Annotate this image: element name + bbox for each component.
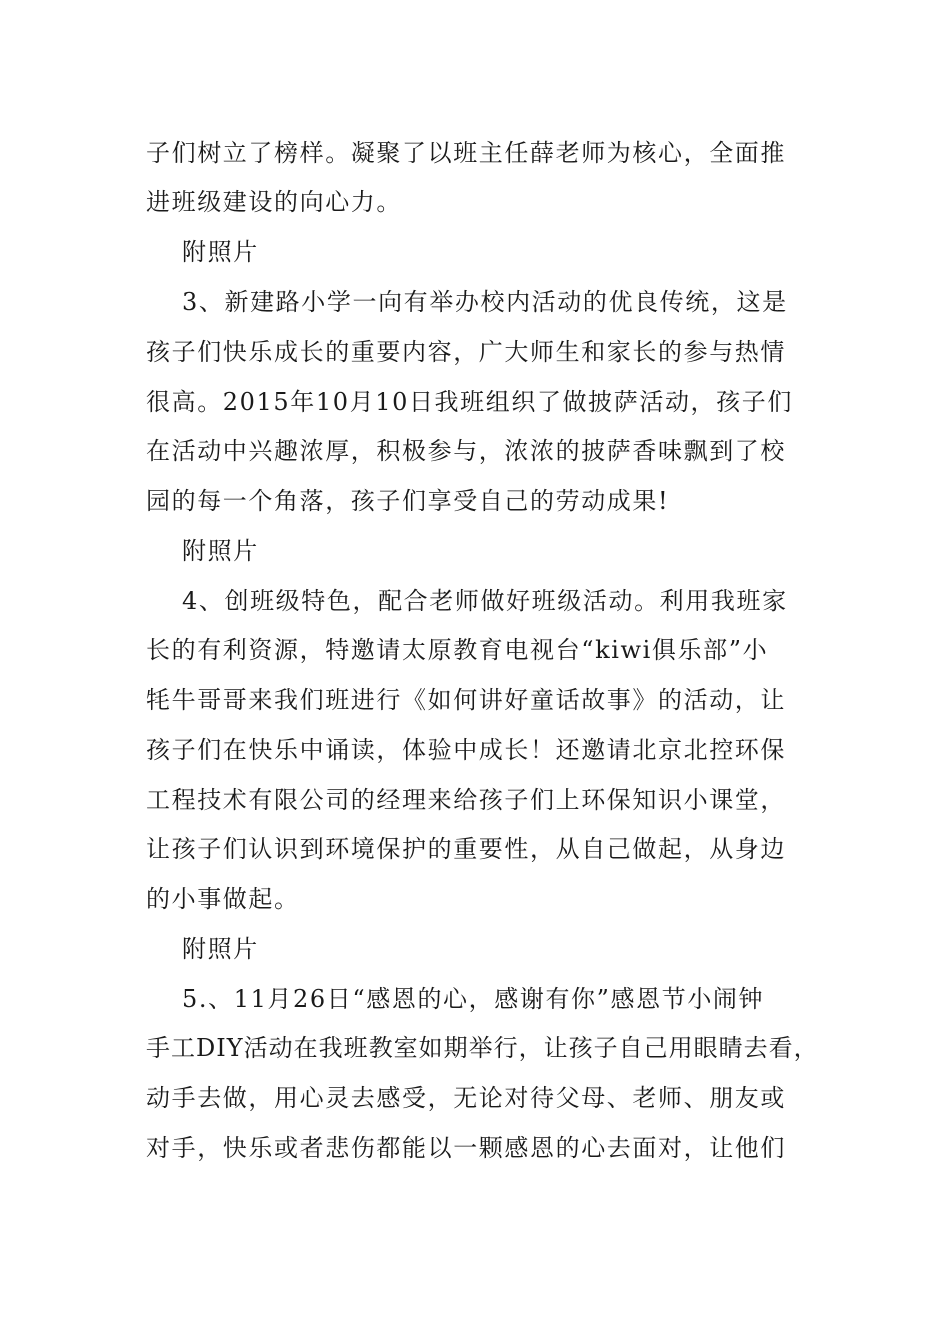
text-line: 进班级建设的向心力。 [146,188,402,216]
paragraph-start-4: 4、创班级特色，配合老师做好班级活动。利用我班家 [182,587,788,615]
text-line: 的小事做起。 [146,885,300,913]
text-line: 孩子们在快乐中诵读，体验中成长！还邀请北京北控环保 [146,736,786,764]
paragraph-start-5: 5.、11月26日“感恩的心，感谢有你”感恩节小闹钟 [182,985,765,1013]
photo-caption: 附照片 [182,537,259,565]
paragraph-start-3: 3、新建路小学一向有举办校内活动的优良传统，这是 [182,288,788,316]
text-line: 工程技术有限公司的经理来给孩子们上环保知识小课堂， [146,786,786,814]
text-line: 对手，快乐或者悲伤都能以一颗感恩的心去面对，让他们 [146,1134,786,1162]
text-line: 园的每一个角落，孩子们享受自己的劳动成果! [146,487,670,515]
text-line: 很高。2015年10月10日我班组织了做披萨活动，孩子们 [146,388,793,416]
photo-caption: 附照片 [182,935,259,963]
text-line: 在活动中兴趣浓厚，积极参与，浓浓的披萨香味飘到了校 [146,437,786,465]
text-line: 长的有利资源，特邀请太原教育电视台“kiwi俱乐部”小 [146,636,769,664]
text-line: 动手去做，用心灵去感受，无论对待父母、老师、朋友或 [146,1084,786,1112]
photo-caption: 附照片 [182,238,259,266]
text-line: 孩子们快乐成长的重要内容，广大师生和家长的参与热情 [146,338,786,366]
text-line: 手工DIY活动在我班教室如期举行，让孩子自己用眼睛去看， [146,1034,819,1062]
text-line: 子们树立了榜样。凝聚了以班主任薛老师为核心，全面推 [146,139,786,167]
text-line: 牦牛哥哥来我们班进行《如何讲好童话故事》的活动，让 [146,686,786,714]
text-line: 让孩子们认识到环境保护的重要性，从自己做起，从身边 [146,835,786,863]
